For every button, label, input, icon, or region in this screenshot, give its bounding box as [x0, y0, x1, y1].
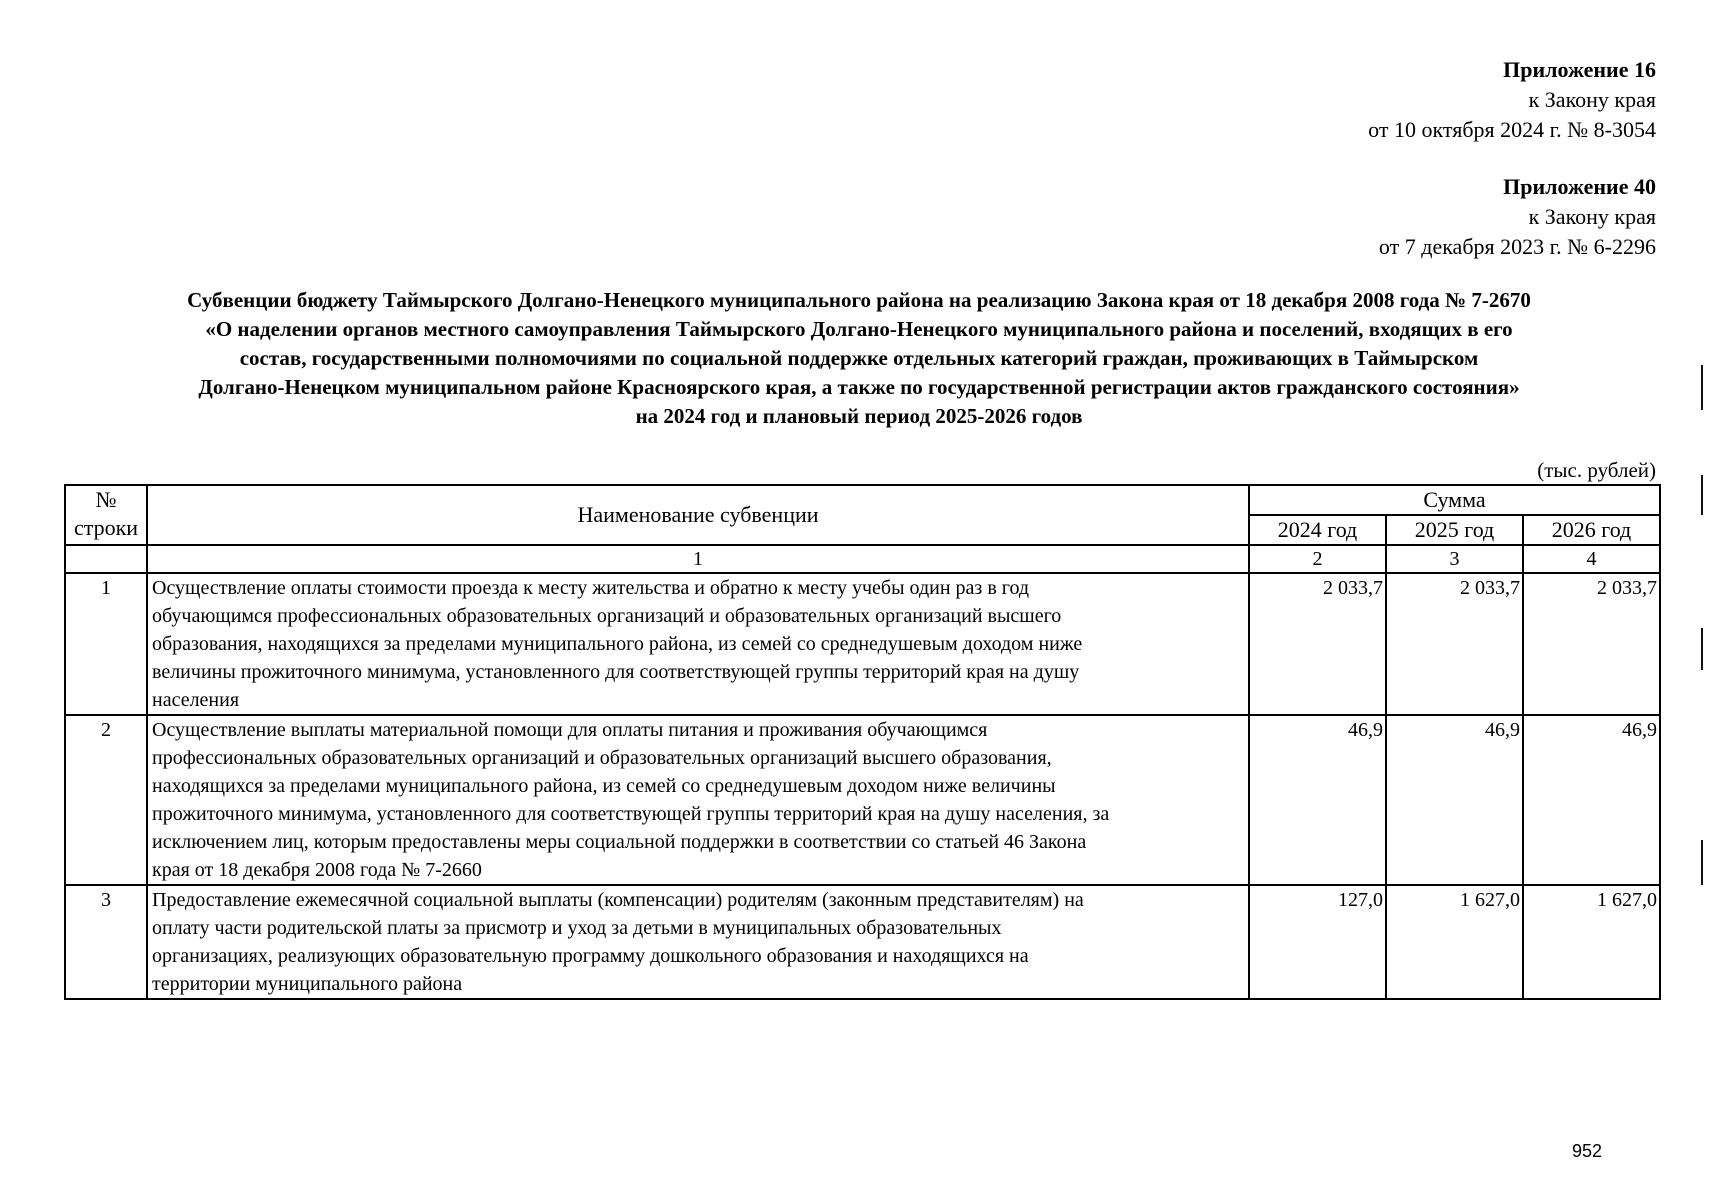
description-line: населения	[152, 689, 240, 711]
value-2024: 46,9	[1249, 715, 1386, 885]
column-number: 2	[1249, 545, 1386, 573]
header-row-number-line1: №	[95, 487, 117, 512]
header-year-2024: 2024 год	[1249, 515, 1386, 545]
header-sum: Сумма	[1249, 485, 1660, 515]
appendix-law-ref: к Закону края	[1528, 87, 1656, 112]
row-description	[147, 885, 1249, 999]
value-2026: 2 033,7	[1523, 573, 1660, 715]
row-description	[147, 573, 1249, 715]
title-line: Субвенции бюджету Таймырского Долгано-Ненецкого муниципального района на реализацию Закона края от 18 декабря 2008 года № 7-2670	[187, 288, 1531, 312]
description-line: профессиональных образовательных организаций и образовательных организаций высшего образования,	[152, 747, 1052, 769]
row-number: 2	[65, 715, 147, 885]
title-line: «О наделении органов местного самоуправления Таймырского Долгано-Ненецкого муниципального района и поселений, входящих в его	[205, 317, 1513, 341]
header-year-2026: 2026 год	[1523, 515, 1660, 545]
description-line: организациях, реализующих образовательную программу дошкольного образования и находящихся на	[152, 945, 1029, 967]
table-row	[65, 885, 1660, 999]
description-line: Осуществление оплаты стоимости проезда к месту жительства и обратно к месту учебы один раз в год	[152, 577, 1030, 599]
units-label: (тыс. рублей)	[1537, 458, 1656, 482]
header-row	[65, 485, 1660, 515]
description-line: прожиточного минимума, установленного для соответствующей группы территорий края на душу населения, за	[152, 803, 1110, 825]
value-2026: 1 627,0	[1523, 885, 1660, 999]
appendix-date: от 10 октября 2024 г. № 8-3054	[1368, 117, 1656, 142]
value-2024: 2 033,7	[1249, 573, 1386, 715]
row-number: 1	[65, 573, 147, 715]
title-line: состав, государственными полномочиями по социальной поддержке отдельных категорий граждан, проживающих в Таймырском	[239, 346, 1479, 370]
description-line: образования, находящихся за пределами муниципального района, из семей со среднедушевым доходом ниже	[152, 633, 1083, 655]
document-title	[60, 286, 1658, 431]
appendix-title: Приложение 16	[1503, 57, 1656, 82]
description-line: находящихся за пределами муниципального района, из семей со среднедушевым доходом ниже величины	[152, 775, 1056, 797]
value-2026: 46,9	[1523, 715, 1660, 885]
description-line: исключением лиц, которым предоставлены меры социальной поддержки в соответствии со статьей 46 Закона	[152, 831, 1087, 853]
description-line: оплату части родительской платы за присмотр и уход за детьми в муниципальных образовательных	[152, 917, 1002, 939]
appendix-title: Приложение 40	[1503, 174, 1656, 199]
column-number: 3	[1386, 545, 1523, 573]
description-line: Предоставление ежемесячной социальной выплаты (компенсации) родителям (законным представителям) на	[152, 889, 1084, 911]
scan-mark	[1701, 365, 1703, 410]
title-line: на 2024 год и плановый период 2025-2026 годов	[635, 404, 1083, 428]
description-line: края от 18 декабря 2008 года № 7-2660	[152, 859, 482, 881]
column-numbers-row	[65, 545, 1660, 573]
row-number: 3	[65, 885, 147, 999]
value-2024: 127,0	[1249, 885, 1386, 999]
appendix-law-ref: к Закону края	[1528, 204, 1656, 229]
description-line: территории муниципального района	[152, 973, 463, 995]
column-number	[65, 545, 147, 573]
row-description	[147, 715, 1249, 885]
column-number: 4	[1523, 545, 1660, 573]
appendix-current	[1368, 55, 1656, 145]
table-row	[65, 573, 1660, 715]
header-row-number	[65, 485, 147, 545]
scan-mark	[1701, 628, 1703, 670]
value-2025: 1 627,0	[1386, 885, 1523, 999]
scan-mark	[1701, 475, 1703, 515]
scan-mark	[1701, 840, 1703, 885]
header-name: Наименование субвенции	[147, 485, 1249, 545]
description-line: Осуществление выплаты материальной помощи для оплаты питания и проживания обучающимся	[152, 719, 988, 741]
subventions-table	[64, 484, 1661, 1000]
value-2025: 2 033,7	[1386, 573, 1523, 715]
header-row-number-line2: строки	[73, 515, 139, 540]
appendix-previous	[1379, 172, 1656, 262]
header-year-2025: 2025 год	[1386, 515, 1523, 545]
description-line: величины прожиточного минимума, установленного для соответствующей группы территорий края на душу	[152, 661, 1080, 683]
table-row	[65, 715, 1660, 885]
description-line: обучающимся профессиональных образовательных организаций и образовательных организаций высшего	[152, 605, 1062, 627]
value-2025: 46,9	[1386, 715, 1523, 885]
page-number: 952	[1572, 1141, 1603, 1161]
title-line: Долгано-Ненецком муниципальном районе Красноярского края, а также по государственной регистрации актов гражданского состояния»	[198, 375, 1520, 399]
appendix-date: от 7 декабря 2023 г. № 6-2296	[1378, 234, 1656, 259]
column-number: 1	[147, 545, 1249, 573]
